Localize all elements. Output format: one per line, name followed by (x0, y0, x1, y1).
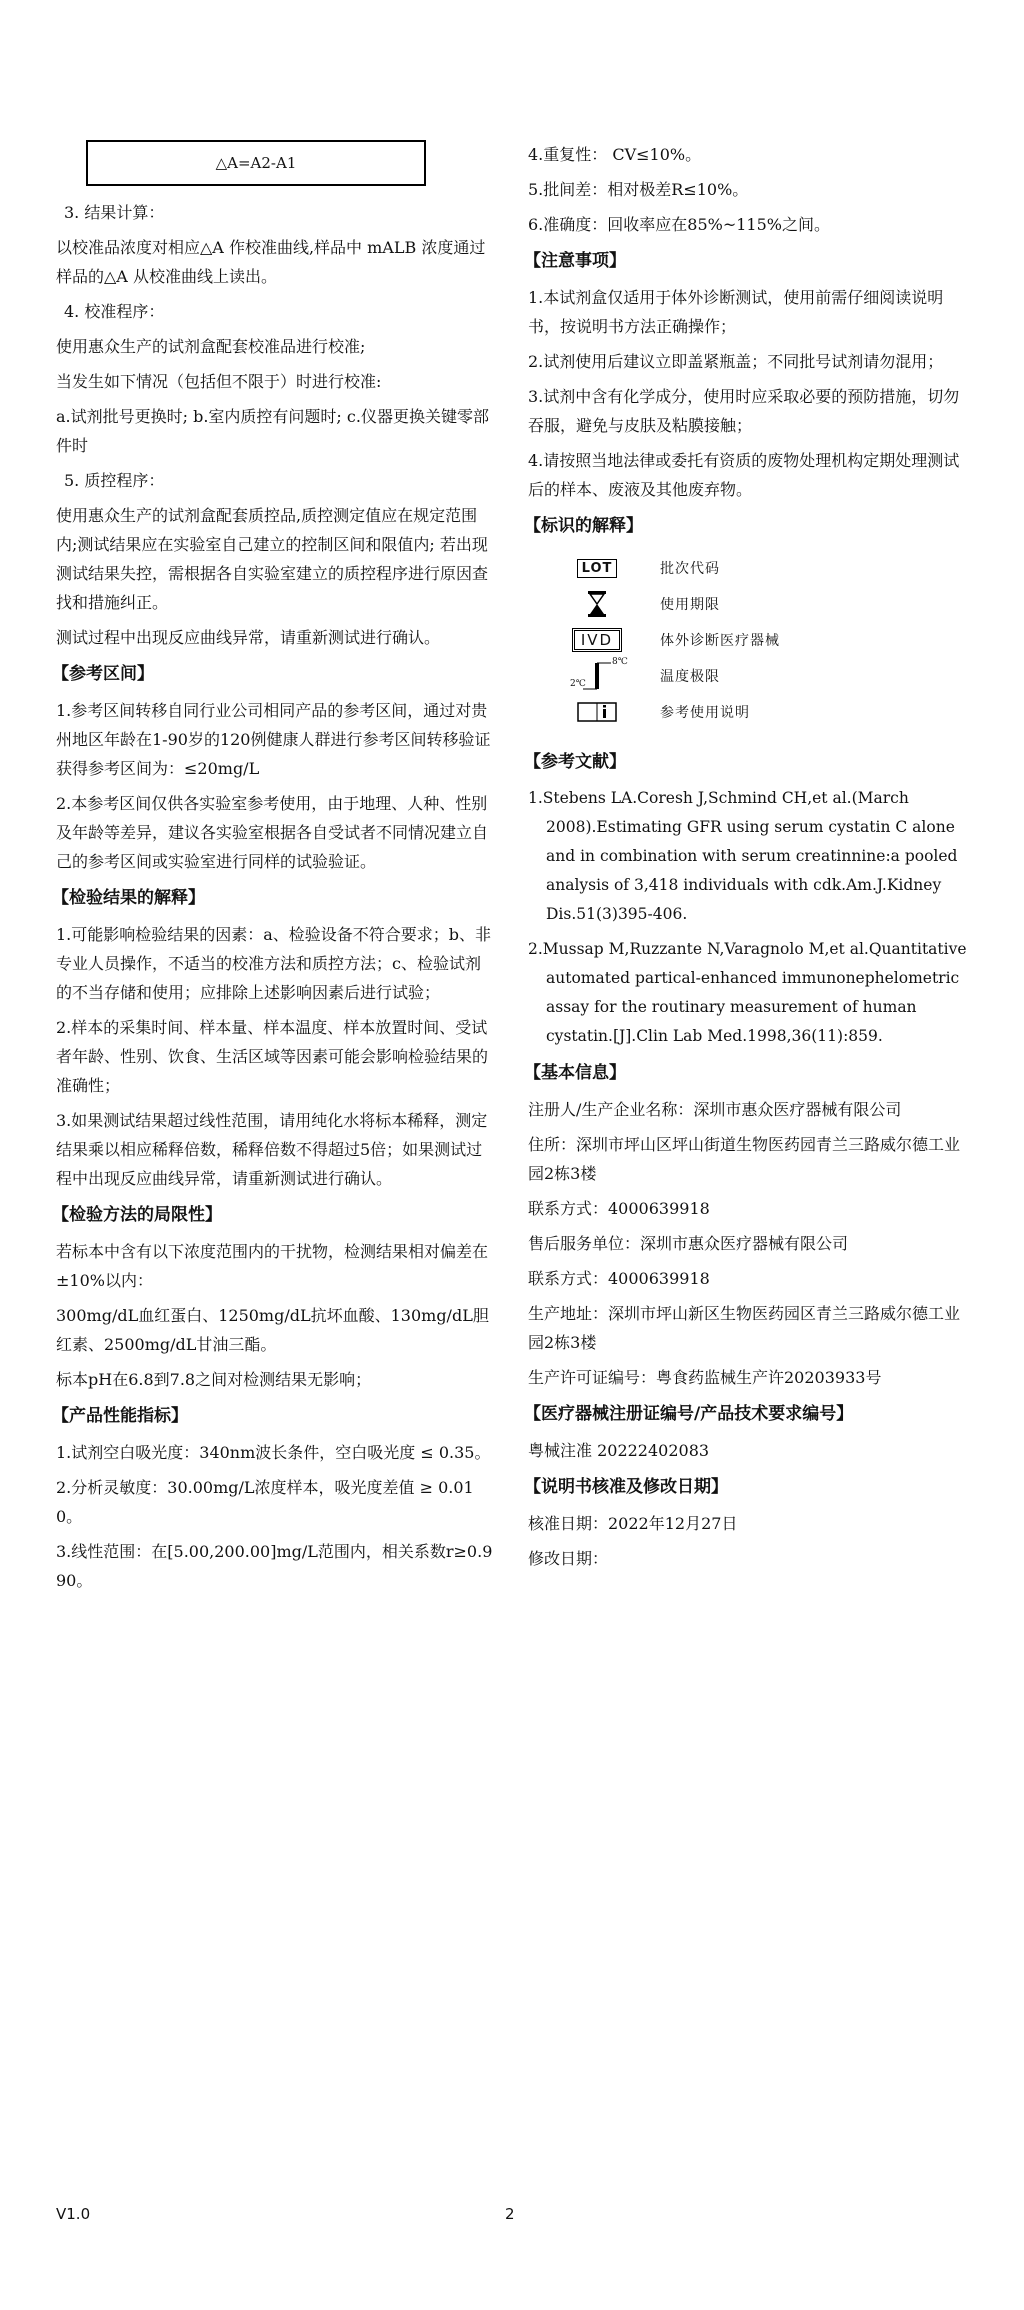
paragraph: 联系方式：4000639918 (528, 1199, 710, 1218)
formula-box (86, 140, 426, 186)
symbol-label: 温度极限 (660, 669, 720, 685)
section-heading: 【参考文献】 (524, 752, 626, 772)
symbol-label: 参考使用说明 (660, 705, 750, 721)
paragraph: 4.请按照当地法律或委托有资质的废物处理机构定期处理测试后的样本、废液及其他废弃物。 (528, 451, 960, 499)
paragraph: 若标本中含有以下浓度范围内的干扰物，检测结果相对偏差在±10%以内： (56, 1242, 489, 1290)
temp-low-label: 2℃ (570, 679, 586, 689)
formula-text: △A=A2-A1 (215, 154, 297, 172)
section-heading: 【产品性能指标】 (52, 1406, 188, 1426)
paragraph: 1.试剂空白吸光度：340nm波长条件，空白吸光度 ≤ 0.35。 (56, 1443, 491, 1462)
symbol-row (568, 550, 968, 586)
section-heading: 【参考区间】 (52, 664, 154, 684)
paragraph: 2.样本的采集时间、样本量、样本温度、样本放置时间、受试者年龄、性别、饮食、生活区域等因素可能会影响检验结果的准确性； (56, 1018, 489, 1095)
step-heading: 4. 校准程序： (64, 302, 165, 321)
ivd-icon (568, 630, 626, 650)
paragraph: 售后服务单位：深圳市惠众医疗器械有限公司 (528, 1234, 849, 1253)
symbol-label: 使用期限 (660, 597, 720, 613)
lot-icon (568, 559, 626, 578)
paragraph: 生产地址：深圳市坪山新区生物医药园区青兰三路威尔德工业园2栋3楼 (528, 1304, 961, 1352)
section-heading: 【注意事项】 (524, 251, 626, 271)
lot-icon-text: LOT (577, 559, 618, 578)
ivd-icon-text: IVD (574, 630, 620, 650)
paragraph: 住所：深圳市坪山区坪山街道生物医药园青兰三路威尔德工业园2栋3楼 (528, 1135, 961, 1183)
paragraph: 2.分析灵敏度：30.00mg/L浓度样本，吸光度差值 ≥ 0.010。 (56, 1478, 474, 1526)
symbol-label: 批次代码 (660, 561, 720, 577)
symbol-row (568, 622, 968, 658)
paragraph: 粤械注准 20222402083 (528, 1441, 710, 1460)
step-heading: 5. 质控程序： (64, 471, 165, 490)
symbol-row (568, 694, 968, 730)
right-column (524, 140, 968, 1579)
paragraph: 3.试剂中含有化学成分，使用时应采取必要的预防措施，切勿吞服，避免与皮肤及粘膜接触； (528, 387, 960, 435)
section-heading: 【检验结果的解释】 (52, 888, 205, 908)
paragraph: 2.试剂使用后建议立即盖紧瓶盖；不同批号试剂请勿混用； (528, 352, 944, 371)
paragraph: 生产许可证编号：粤食药监械生产许20203933号 (528, 1368, 882, 1387)
paragraph: 核准日期：2022年12月27日 (528, 1514, 738, 1533)
paragraph: 4.重复性： CV≤10%。 (528, 145, 702, 164)
symbol-label: 体外诊断医疗器械 (660, 633, 780, 649)
page-number: 2 (505, 2205, 515, 2223)
paragraph: 1.本试剂盒仅适用于体外诊断测试，使用前需仔细阅读说明书，按说明书方法正确操作； (528, 288, 944, 336)
section-heading: 【医疗器械注册证编号/产品技术要求编号】 (524, 1404, 854, 1424)
left-column (52, 140, 496, 1601)
paragraph: a.试剂批号更换时; b.室内质控有问题时; c.仪器更换关键零部件时 (56, 407, 489, 455)
hourglass-icon (568, 590, 626, 618)
paragraph: 3.如果测试结果超过线性范围，请用纯化水将标本稀释，测定结果乘以相应稀释倍数，稀释倍数不得超过5倍；如果测试过程中出现反应曲线异常，请重新测试进行确认。 (56, 1111, 488, 1188)
symbols-table (568, 550, 968, 730)
paragraph: 2.本参考区间仅供各实验室参考使用，由于地理、人种、性别及年龄等差异，建议各实验室根据各自受试者不同情况建立自己的参考区间或实验室进行同样的试验验证。 (56, 794, 489, 871)
paragraph: 联系方式：4000639918 (528, 1269, 710, 1288)
section-heading: 【说明书核准及修改日期】 (524, 1477, 728, 1497)
section-heading: 【基本信息】 (524, 1063, 626, 1083)
paragraph: 1.参考区间转移自同行业公司相同产品的参考区间，通过对贵州地区年龄在1-90岁的120例健康人群进行参考区间转移验证获得参考区间为：≤20mg/L (56, 701, 491, 778)
reference-entry: 1.Stebens LA.Coresh J,Schmind CH,et al.(March 2008).Estimating GFR using serum cystatin C alone and in combination with serum creatinnine:a pooled analysis of 3,418 individuals with cdk.Am.J.Kidney Dis.51(3)395-406. (528, 789, 958, 923)
temp-high-label: 8℃ (612, 657, 628, 667)
paragraph: 300mg/dL血红蛋白、1250mg/dL抗坏血酸、130mg/dL胆红素、2500mg/dL甘油三酯。 (56, 1306, 489, 1354)
paragraph: 3.线性范围：在[5.00,200.00]mg/L范围内，相关系数r≥0.990。 (56, 1542, 493, 1590)
paragraph: 使用惠众生产的试剂盒配套校准品进行校准; (56, 337, 366, 356)
paragraph: 修改日期： (528, 1549, 609, 1568)
paragraph: 标本pH在6.8到7.8之间对检测结果无影响； (56, 1370, 372, 1389)
section-heading: 【标识的解释】 (524, 516, 643, 536)
paragraph: 注册人/生产企业名称：深圳市惠众医疗器械有限公司 (528, 1100, 902, 1119)
footer-version: V1.0 (56, 2205, 91, 2223)
section-heading: 【检验方法的局限性】 (52, 1205, 222, 1225)
paragraph: 以校准品浓度对相应△A 作校准曲线,样品中 mALB 浓度通过样品的△A 从校准曲线上读出。 (56, 238, 486, 286)
paragraph: 当发生如下情况（包括但不限于）时进行校准: (56, 372, 382, 391)
reference-entry: 2.Mussap M,Ruzzante N,Varagnolo M,et al.Quantitative automated partical-enhanced immunonephelometric assay for the routinary measurement of human cystatin.[J].Clin Lab Med.1998,36(11):859. (528, 940, 967, 1045)
step-heading: 3. 结果计算： (64, 203, 165, 222)
symbol-row (568, 658, 968, 694)
consult-instructions-icon (568, 702, 626, 722)
temperature-limit-icon (568, 659, 626, 693)
paragraph: 使用惠众生产的试剂盒配套质控品,质控测定值应在规定范围内;测试结果应在实验室自己建立的控制区间和限值内; 若出现测试结果失控，需根据各自实验室建立的质控程序进行原因查找和措施纠正。 (56, 506, 489, 612)
paragraph: 1.可能影响检验结果的因素：a、检验设备不符合要求；b、非专业人员操作，不适当的校准方法和质控方法；c、检验试剂的不当存储和使用；应排除上述影响因素后进行试验； (56, 925, 492, 1002)
right-text-blocks-b (524, 748, 968, 1573)
paragraph: 5.批间差：相对极差R≤10%。 (528, 180, 749, 199)
paragraph: 6.准确度：回收率应在85%~115%之间。 (528, 215, 830, 234)
paragraph: 测试过程中出现反应曲线异常，请重新测试进行确认。 (56, 628, 441, 647)
left-text-blocks (52, 198, 496, 1595)
right-text-blocks-a (524, 140, 968, 540)
symbol-row (568, 586, 968, 622)
